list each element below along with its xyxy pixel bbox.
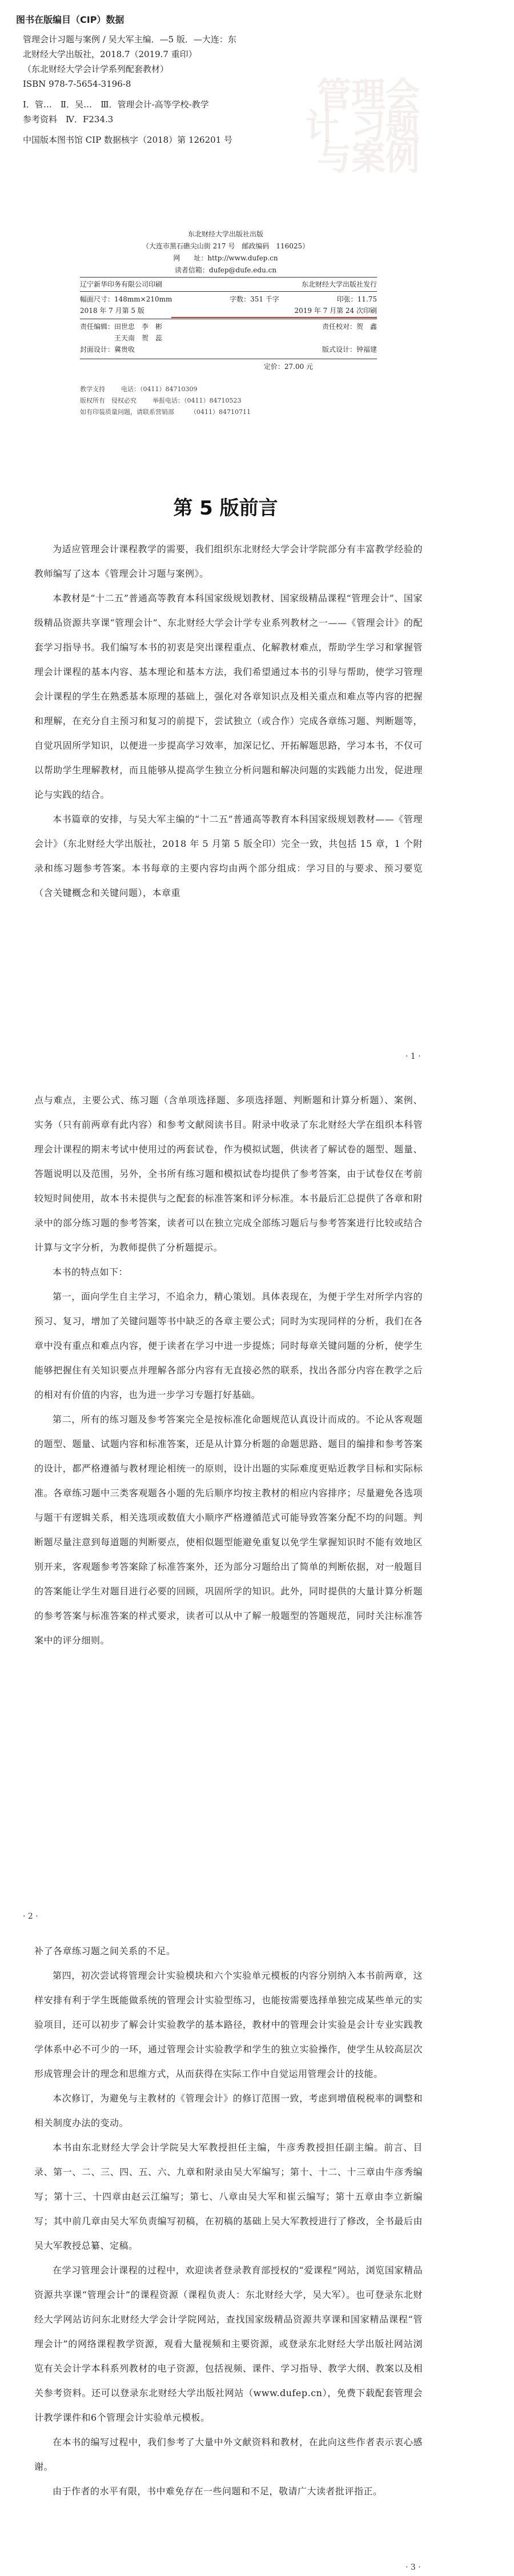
contact-row [80,395,377,407]
publisher-email: 读者信箱：dufep@dufe.edu.cn [174,266,277,274]
contact-row [80,384,377,395]
cip-line: ISBN 978-7-5654-3196-8 [23,79,131,89]
paragraph: 点与难点，主要公式、练习题（含单项选择题、多项选择题、判断题和计算分析题）、案例、实务（只有前两章有此内容）和参考文献阅读书目。附录中收录了东北财经大学在组织本科管理会计课程的期末考试中使用过的两套试卷，作为模拟试题，供读者了解试卷的题型、题量、答题说明以及范围，另外，全书所有练习题和模拟试卷均提供了参考答案，由于试卷仅在考前较短时间使用，故本书未提供与之配套的标准答案和评分标准。本书最后汇总提供了各章和附录中的部分练习题的参考答案，读者可以在独立完成全部练习题后与参考答案进行比较或结合计算与文字分析，为教师提供了分析题提示。 [34,1095,423,1253]
print-info [80,279,377,290]
proofreader: 责任校对：贺 鑫 [322,323,377,331]
red-underline [171,317,377,318]
printer: 辽宁新华印务有限公司印刷 [80,280,163,288]
contact-value: 电话：（0411）84710309 [121,385,198,393]
edition: 2018 年 7 月第 5 版 [80,307,144,315]
paragraph: 本教材是“十二五”普通高等教育本科国家级规划教材、国家级精品课程“管理会计”、国家级精品资源共享课“管理会计”、东北财经大学会计学专业系列教材之一——《管理会计》的配套学习指导书。我们编写本书的初衷是突出课程重点、化解教材难点，帮助学生学习和掌握管理会计课程的基本内容、基本理论和基本方法，我们希望通过本书的引导与帮助，使学习管理会计课程的学生在熟悉基本原理的基础上，强化对各章知识点及相关重点和难点等内容的把握和理解，在充分自主预习和复习的前提下，尝试独立（或合作）完成各章练习题、判断题等，自觉巩固所学知识，以便进一步提高学习效率，加深记忆、开拓解题思路，学习本书，不仅可以帮助学生理解教材，而且能够从提高学生独立分析问题和解决问题的实践能力出发，促进理论与实践的结合。 [34,593,423,800]
editor-2: 王天南 贺 蕊 [114,334,163,342]
print-run: 2019 年 7 月第 24 次印刷 [294,307,377,315]
page-number: · 1 · [405,1052,421,1061]
contact-row [80,407,377,418]
layout-design: 版式设计：钟福建 [322,345,377,353]
divider [80,291,377,292]
paragraph: 第一，面向学生自主学习，不追余力，精心策划。具体表现在，为便于学生对所学内容的预习、复习，增加了关键问题等书中缺乏的各章主要公式；同时为实现同样的分析，我们在各章中没有重点和难点内容，便于读者在学习中进一步提炼；同时每章关键问题的分析，使学生能够把握住有关知识要点并理解各部分内容有无直接必然的联系，找出各部分内容在教学之后的相对有价值的内容，也为进一步学习专题打好基础。 [34,1291,423,1400]
sheets: 印张：11.75 [336,295,377,303]
price: 定价：27.00 元 [263,363,314,371]
paragraph: 本次修订，为避免与主教材的《管理会计》的修订范围一致，考虑到增值税税率的调整和相关制度办法的变动。 [34,2093,423,2128]
cip-line: Ⅰ．管… Ⅱ．吴… Ⅲ．管理会计-高等学校-教学 [23,99,209,110]
publisher-web: 网 址：http://www.dufep.cn [173,254,278,262]
cip-line: （东北财经大学会计学系列配套教材） [23,64,169,74]
cover-design: 封面设计：冀贵收 [80,345,135,353]
contact-value: 举报电话：（0411）84710523 [152,397,242,404]
cip-line: 管理会计习题与案例 / 吴大军主编．—5 版．—大连：东 [23,34,236,45]
contact-label: 版权所有 侵权必究 [80,397,136,404]
publisher-address: （大连市黑石礁尖山街 217 号 邮政编码 116025） [142,242,310,250]
paragraph: 在本书的编写过程中，我们参考了大量中外文献资料和教材，在此向这些作者表示衷心感谢。 [34,2437,423,2472]
paragraph: 第四，初次尝试将管理会计实验模块和六个实验单元模板的内容分别纳入本书前两章，这样安排有利于学生既能做系统的管理会计实验型练习，也能按需要选择单独完成某些单元的实验项目，还可以初步了解会计实验教学的基本路径，教材中的管理会计实验是会计专业实践教学体系中必不可少的一环，通过管理会计实验教学和学生的独立实验操作，使学生从较高层次形成管理会计的理念和思维方式，从而获得在实际工作中自觉运用管理会计的技能。 [34,1970,423,2079]
paragraph: 为适应管理会计课程教学的需要，我们组织东北财经大学会计学院部分有丰富教学经验的教师编写了这本《管理会计习题与案例》。 [34,544,423,579]
contact-label: 教学支持 [80,385,105,393]
paragraph: 在学习管理会计课程的过程中，欢迎读者登录教育部授权的“爱课程”网站，浏览国家精品资源共享课“管理会计”的课程资源（课程负责人：东北财经大学，吴大军）。也可登录东北财经大学网站访问东北财经大学会计学院网站，查找国家级精品资源共享课和国家精品课程“管理会计”的网络课程教学资源，观看大量视频和主要资源，或登录东北财经大学出版社网站浏览有关会计学本科系列教材的电子资源，包括视频、课件、学习指导、教学大纲、教案以及相关参考资料。还可以登录东北财经大学出版社网站（www.dufep.cn），免费下载配套管理会计教学课件和6个管理会计实验单元模板。 [34,2265,423,2423]
preface-page-2 [34,1088,423,1653]
paragraph: 本书篇章的安排，与吴大军主编的“十二五”普通高等教育本科国家级规划教材——《管理会计》（东北财经大学出版社，2018 年 5 月第 5 版全印）完全一致，共包括 15 章，1 个附录和练习题参考答案。本书每章的主要内容均由两个部分组成：学习目的与要求、预习要览（含关键概念和关键问题），本章重 [34,814,423,898]
divider [80,277,377,278]
publisher-name: 东北财经大学出版社出版 [187,230,263,238]
cover-ghost-text: 管理会计 习题与案例 [305,75,420,178]
paragraph: 由于作者的水平有限，书中难免存在一些问题和不足，敬请广大读者批评指正。 [53,2486,383,2497]
preface-page-3 [34,1939,423,2503]
preface-page-1 [34,537,423,905]
cip-record [23,32,434,178]
word-count: 字数：351 千字 [230,295,279,303]
distributor: 东北财经大学出版社发行 [301,280,377,288]
page-number: · 3 · [405,2563,421,2572]
format-info [80,294,377,316]
paragraph: 本书的特点如下： [53,1267,128,1277]
paragraph: 第二，所有的练习题及参考答案完全是按标准化命题规范认真设计而成的。不论从客观题的题型、题量、试题内容和标准答案，还是从计算分析题的命题思路、题目的编排和参考答案的设计，都严格遵循与教材理论相统一的原则，设计出题的实际难度更贴近教学目标和实际标准。各章练习题中三类客观题各小题的先后顺序均按主教材的相应内容排序；尽量避免各选项与题干有逻辑关系，相关选项或数值大小顺序严格遵循范式可能导致答案分配不均的问题。判断题尽量注意到每道题的判断要点，使相似题型能避免重复以免学生掌握知识时不能有效地区别开来，客观题参考答案除了标准答案外，还为部分习题给出了简单的判断依据，对一般题目的答案能让学生对题目进行必要的回顾，巩固所学的知识。此外，同时提供的大量计算分析题的参考答案与标准答案的样式要求，读者可以从中了解一般题型的答题规范，同时关注标准答案中的评分细则。 [34,1414,423,1646]
contact-table [80,384,377,418]
cip-spacer [23,91,434,97]
cip-line: 中国版本图书馆 CIP 数据核字（2018）第 126201 号 [23,135,233,145]
editor: 责任编辑：田世忠 李 彬 [80,323,163,331]
paragraph: 补了各章练习题之间关系的不足。 [34,1946,176,1956]
paragraph: 本书由东北财经大学会计学院吴大军教授担任主编，牛彦秀教授担任副主编。前言、目录、第一、二、三、四、五、六、九章和附录由吴大军编写；第十、十二、十三章由牛彦秀编写；第十三、十四章由赵云江编写；第七、八章由吴大军和崔云编写；第十五章由李立新编写；其中前几章由吴大军负责编写初稿，在初稿的基础上吴大军教授进行了修改，全书最后由吴大军教授总纂、定稿。 [34,2142,423,2251]
cip-line: 北财经大学出版社，2018.7（2019.7 重印） [23,49,197,59]
cip-line: 参考资料 Ⅳ．F234.3 [23,114,114,124]
contact-label: 如有印装质量问题，请联系营销部 [80,408,174,416]
cip-heading: 图书在版编目（CIP）数据 [16,14,125,25]
contact-value: （0411）84710711 [190,408,251,416]
page-size: 幅面尺寸：148mm×210mm [80,295,172,303]
page-number: · 2 · [23,1912,38,1921]
preface-title: 第 5 版前言 [173,497,278,520]
editor-info [80,321,377,355]
cip-spacer [23,127,434,132]
